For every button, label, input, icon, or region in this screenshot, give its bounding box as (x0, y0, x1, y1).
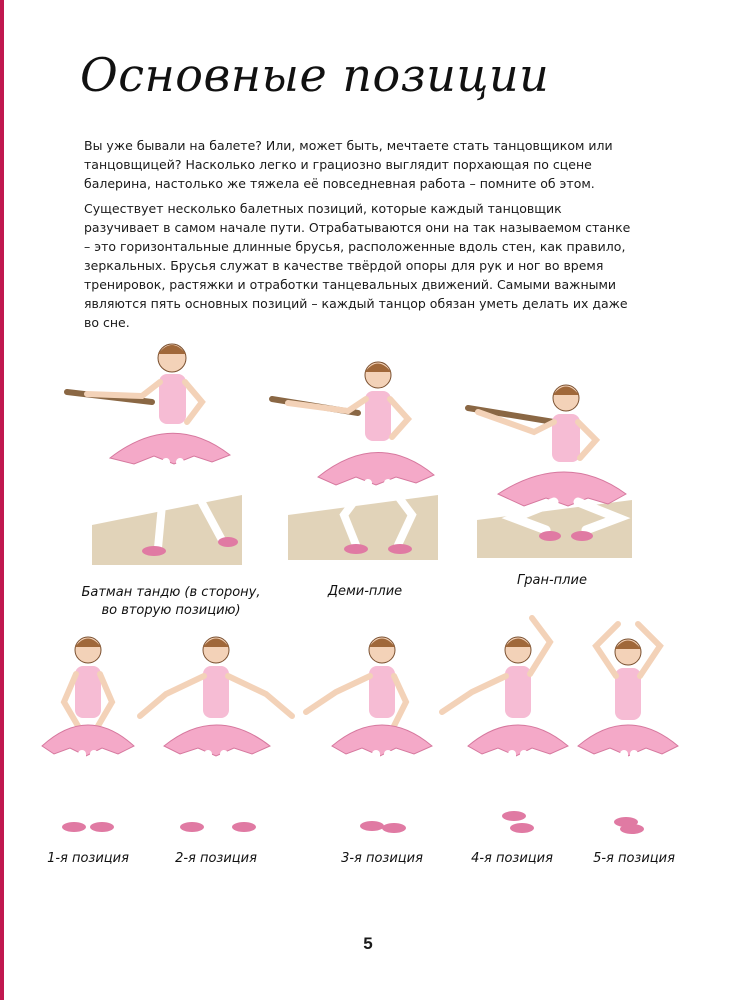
page-edge-stripe (0, 0, 4, 1000)
intro-paragraph-1: Вы уже бывали на балете? Или, может быть, мечтаете стать танцовщиком или танцовщицей? Насколько легко и грациозно выглядит порхающая по сцене балерина, настолько же тяжела её повседневная работа – помните об этом. (84, 138, 613, 191)
caption-position-2: 2-я позиция (175, 851, 257, 866)
illustration-position-5 (576, 618, 680, 838)
illustration-position-1 (38, 632, 138, 838)
caption-position-5: 5-я позиция (593, 851, 675, 866)
caption-battement-tendu (76, 584, 266, 620)
illustration-demi-plie (268, 355, 448, 565)
intro-paragraph-2: Существует несколько балетных позиций, которые каждый танцовщик разучивает в самом начале пути. Отрабатываются они на так называемом станке – это горизонтальные длинные брусья, расположенные вдоль стен, как правило, зеркальных. Брусья служат в качестве твёрдой опоры для рук и ног во время тренировок, растяжки и отработки танцевальных движений. Самыми важными являются пять основных позиций – каждый танцор обязан уметь делать их даже во сне. (84, 201, 631, 330)
illustration-grand-plie (462, 380, 642, 560)
caption-demi-plie: Деми-плие (327, 584, 403, 599)
caption-position-3: 3-я позиция (341, 851, 423, 866)
caption-position-4: 4-я позиция (471, 851, 553, 866)
caption-line-2: во вторую позицию) (101, 603, 241, 618)
page-number: 5 (363, 934, 373, 953)
page-title: Основные позиции (80, 48, 550, 102)
caption-position-1: 1-я позиция (47, 851, 129, 866)
intro-text (84, 136, 640, 338)
illustration-battement-tendu (62, 330, 252, 570)
illustration-position-4 (438, 612, 574, 838)
caption-grand-plie: Гран-плие (517, 573, 587, 588)
illustration-position-2 (136, 632, 296, 838)
illustration-position-3 (302, 632, 434, 838)
caption-line-1: Батман тандю (в сторону, (81, 585, 261, 600)
